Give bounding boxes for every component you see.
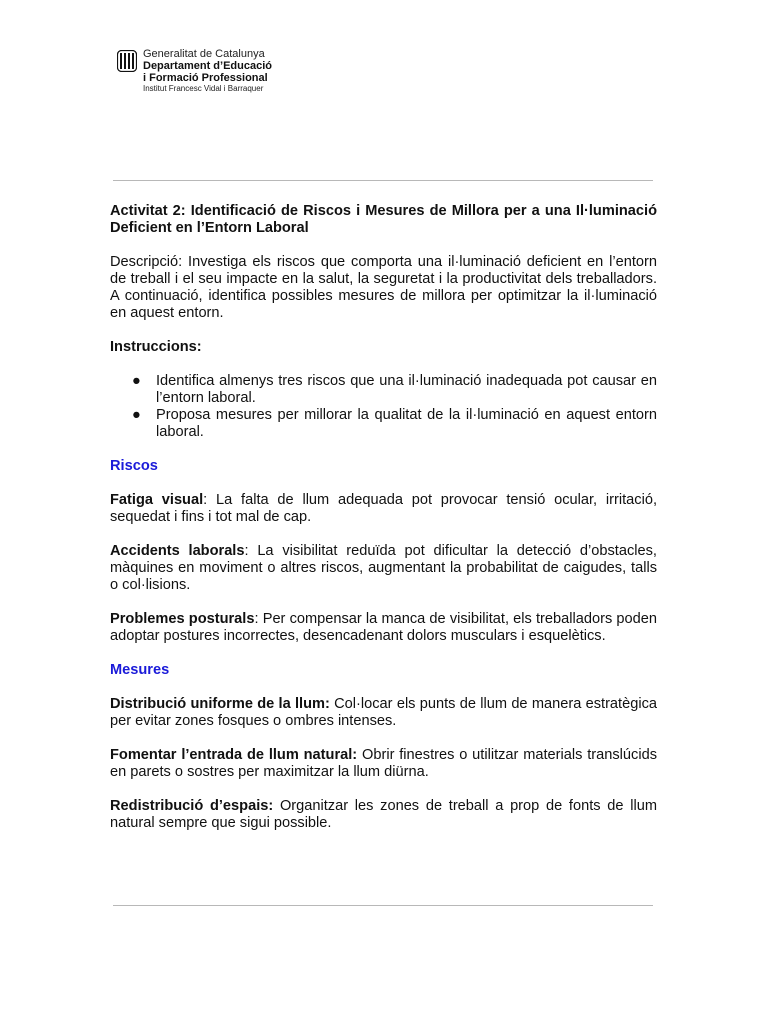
instructions-heading: Instruccions: [110,339,202,355]
risk-separator: : [244,543,249,559]
risk-text: La falta de llum adequada pot provocar tensió ocular, irritació, sequedat i fins i tot mal de cap. [110,492,657,525]
risks-heading: Riscos [110,458,158,474]
risk-term: Problemes posturals [110,611,255,627]
instruction-text: Identifica almenys tres riscos que una il·luminació inadequada pot causar en l’entorn laboral. [156,373,657,406]
risk-separator: : [203,492,208,508]
risk-text: La visibilitat reduïda pot dificultar la detecció d’obstacles, màquines en moviment o altres riscos, augmentant la probabilitat de caigudes, talls o col·lisions. [110,543,657,593]
measures-heading: Mesures [110,662,170,678]
bullet-icon: ● [132,407,141,423]
logo-text [143,48,272,94]
measure-text: Obrir finestres o utilitzar materials translúcids en parets o sostres per maximitzar la llum diürna. [110,747,657,780]
risk-item [110,611,657,645]
document-body [110,203,657,832]
bullet-icon: ● [132,373,141,389]
risk-item [110,492,657,526]
list-item [110,407,657,441]
logo-formacio: i Formació Professional [143,72,268,84]
activity-description: Descripció: Investiga els riscos que comporta una il·luminació deficient en l’entorn de treball i el seu impacte en la salut, la seguretat i la productivitat dels treballadors. A continuació, identifica possibles mesures de millora per optimitzar la il·luminació en aquest entorn. [110,254,657,321]
measure-text: Col·locar els punts de llum de manera estratègica per evitar zones fosques o ombres intenses. [110,696,657,729]
risk-term: Accidents laborals [110,543,245,559]
instruction-text: Proposa mesures per millorar la qualitat de la il·luminació en aquest entorn laboral. [156,407,657,440]
catalan-flag-seal-icon [117,50,137,72]
activity-title: Activitat 2: Identificació de Riscos i Mesures de Millora per a una Il·luminació Deficient en l’Entorn Laboral [110,203,657,236]
risk-separator: : [254,611,259,627]
risk-item [110,543,657,594]
header-logo [117,48,272,94]
risk-term: Fatiga visual [110,492,204,508]
header-divider [113,180,653,181]
measure-item [110,696,657,730]
instructions-list [110,373,657,441]
measure-term: Fomentar l’entrada de llum natural: [110,747,358,763]
footer-divider [113,905,653,906]
logo-generalitat: Generalitat de Catalunya [143,48,265,60]
measure-text: Organitzar les zones de treball a prop de fonts de llum natural sempre que sigui possible. [110,798,657,831]
list-item [110,373,657,407]
measure-item [110,747,657,781]
logo-departament: Departament d’Educació [143,60,272,72]
logo-institut: Institut Francesc Vidal i Barraquer [143,84,264,93]
measure-term: Redistribució d’espais: [110,798,274,814]
measure-term: Distribució uniforme de la llum: [110,696,330,712]
risk-text: Per compensar la manca de visibilitat, els treballadors poden adoptar postures incorrectes, desencadenant dolors musculars i esquelètics. [110,611,657,644]
measure-item [110,798,657,832]
